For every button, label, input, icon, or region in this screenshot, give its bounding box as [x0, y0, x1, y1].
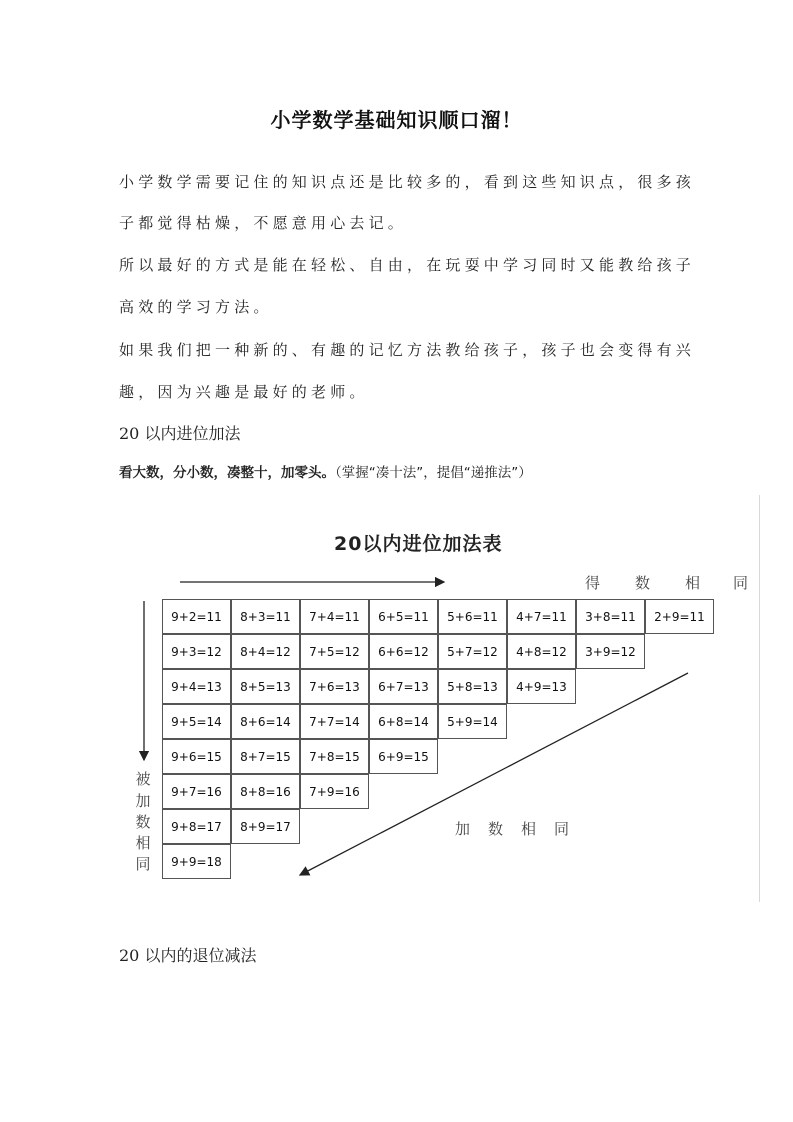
label-result-1: 得	[585, 574, 601, 592]
table-cell: 3+9=12	[576, 634, 645, 669]
table-cell: 2+9=11	[645, 599, 714, 634]
paragraph-line: 小学数学需要记住的知识点还是比较多的，看到这些知识点，很多孩	[119, 173, 696, 191]
document-title: 小学数学基础知识顺口溜！	[270, 108, 523, 132]
table-cell: 8+6=14	[231, 704, 300, 739]
table-cell: 9+2=11	[162, 599, 231, 634]
table-cell: 7+6=13	[300, 669, 369, 704]
table-cell: 7+5=12	[300, 634, 369, 669]
tip-line	[119, 461, 532, 481]
label-augend-4: 相	[135, 834, 151, 852]
table-cell: 4+8=12	[507, 634, 576, 669]
table-cell: 6+8=14	[369, 704, 438, 739]
table-cell: 9+3=12	[162, 634, 231, 669]
label-augend-1: 被	[135, 770, 151, 788]
addition-table-figure	[122, 495, 760, 902]
table-cell: 5+6=11	[438, 599, 507, 634]
table-cell: 4+9=13	[507, 669, 576, 704]
table-cell: 8+4=12	[231, 634, 300, 669]
table-cell: 7+4=11	[300, 599, 369, 634]
figure-title: 20以内进位加法表	[334, 533, 503, 555]
table-cell: 6+9=15	[369, 739, 438, 774]
table-cell: 9+5=14	[162, 704, 231, 739]
table-cell: 7+7=14	[300, 704, 369, 739]
table-cell: 8+5=13	[231, 669, 300, 704]
section-heading: 20 以内进位加法	[119, 424, 241, 443]
table-cell: 5+9=14	[438, 704, 507, 739]
table-cell: 8+9=17	[231, 809, 300, 844]
table-cell: 5+8=13	[438, 669, 507, 704]
table-cell: 9+4=13	[162, 669, 231, 704]
section-heading: 20 以内的退位减法	[119, 946, 257, 965]
table-cell: 8+7=15	[231, 739, 300, 774]
table-cell: 6+7=13	[369, 669, 438, 704]
table-cell: 7+8=15	[300, 739, 369, 774]
table-cell: 9+6=15	[162, 739, 231, 774]
table-cell: 7+9=16	[300, 774, 369, 809]
table-cell: 9+8=17	[162, 809, 231, 844]
table-cell: 8+3=11	[231, 599, 300, 634]
table-cell: 6+6=12	[369, 634, 438, 669]
label-result-4: 同	[733, 574, 749, 592]
label-augend-5: 同	[135, 855, 151, 873]
table-cell: 6+5=11	[369, 599, 438, 634]
label-addend-1: 加	[455, 820, 471, 838]
label-result-2: 数	[635, 574, 651, 592]
label-result-3: 相	[685, 574, 701, 592]
paragraph-line: 如果我们把一种新的、有趣的记忆方法教给孩子，孩子也会变得有兴	[119, 341, 696, 359]
table-cell: 9+7=16	[162, 774, 231, 809]
paragraph-line: 趣，因为兴趣是最好的老师。	[119, 383, 369, 401]
label-addend-4: 同	[554, 820, 570, 838]
paragraph-line: 子都觉得枯燥，不愿意用心去记。	[119, 214, 408, 232]
paragraph-line: 所以最好的方式是能在轻松、自由，在玩耍中学习同时又能教给孩子	[119, 256, 696, 274]
table-cell: 8+8=16	[231, 774, 300, 809]
label-augend-2: 加	[135, 792, 151, 810]
tip-bold: 看大数，分小数，凑整十，加零头。	[119, 465, 335, 481]
label-augend-3: 数	[135, 813, 151, 831]
tip-note: （掌握“凑十法”，提倡“递推法”）	[335, 465, 532, 481]
paragraph-line: 高效的学习方法。	[119, 298, 273, 316]
label-addend-3: 相	[521, 820, 537, 838]
label-addend-2: 数	[488, 820, 504, 838]
table-cell: 5+7=12	[438, 634, 507, 669]
table-cell: 4+7=11	[507, 599, 576, 634]
table-cell: 9+9=18	[162, 844, 231, 879]
table-cell: 3+8=11	[576, 599, 645, 634]
